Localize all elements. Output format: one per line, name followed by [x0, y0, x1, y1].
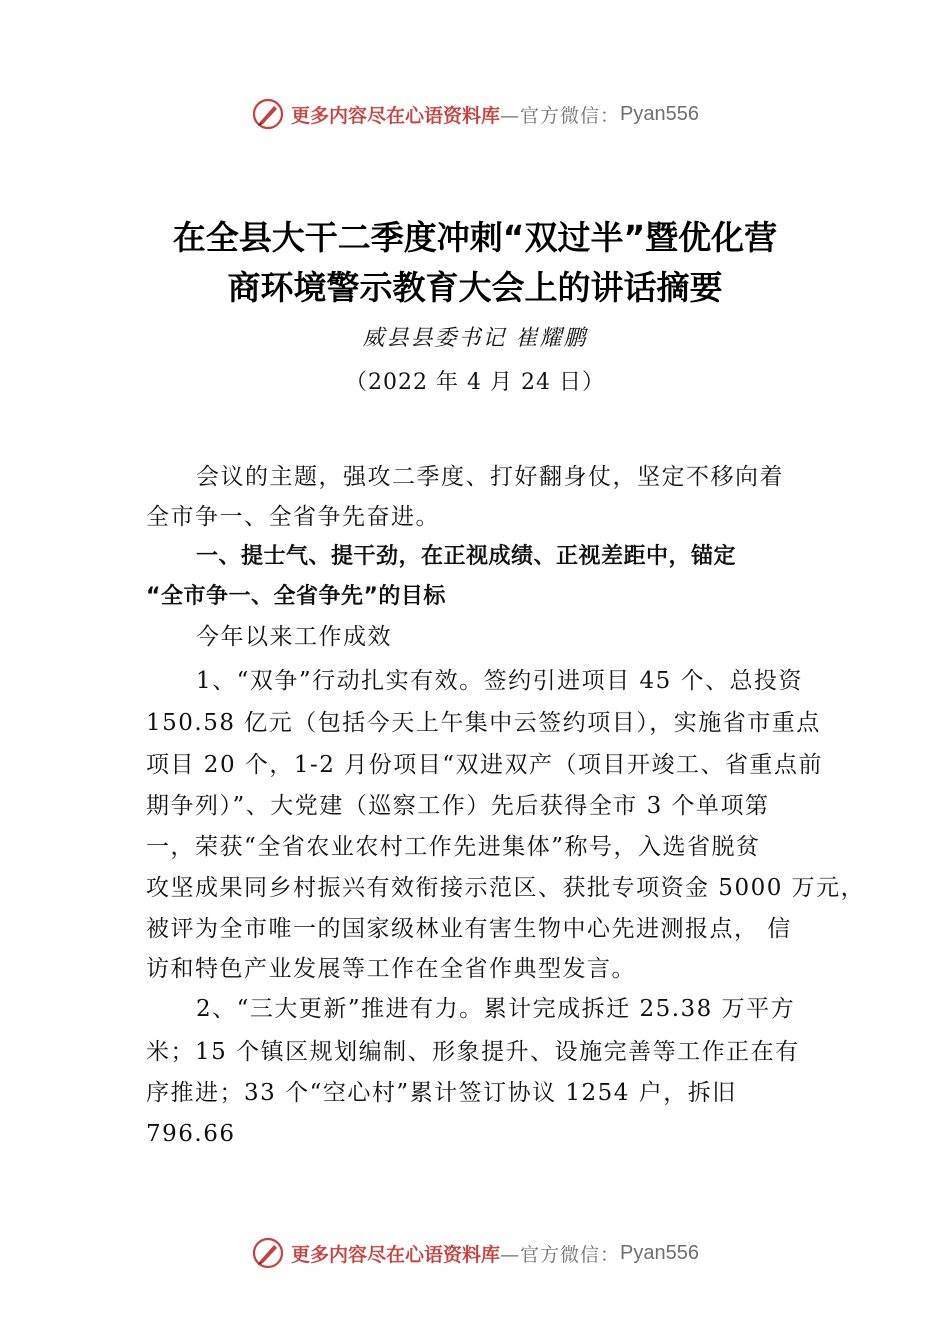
banner-red-text: 更多内容尽在心语资料库 [291, 1243, 501, 1266]
banner-wechat-code: Pyan556 [620, 102, 699, 125]
body-line: 被评为全市唯一的国家级林业有害生物中心先进测报点， 信 [146, 916, 792, 942]
body-line: 米；15 个镇区规划编制、形象提升、设施完善等工作正在有 [146, 1039, 800, 1065]
body-line: 访和特色产业发展等工作在全省作典型发言。 [146, 956, 636, 982]
banner-wechat-code: Pyan556 [620, 1241, 699, 1264]
body-line: 会议的主题，强攻二季度、打好翻身仗，坚定不移向着 [196, 464, 784, 490]
body-line: 攻坚成果同乡村振兴有效衔接示范区、获批专项资金 5000 万元， [146, 875, 866, 901]
body-line: 全市争一、全省争先奋进。 [146, 504, 440, 530]
section-heading-line: 一、提士气、提干劲，在正视成绩、正视差距中，锚定 [196, 544, 737, 569]
body-line: 序推进；33 个“空心村”累计签订协议 1254 户，拆旧 [146, 1080, 737, 1106]
document-title-line-1: 在全县大干二季度冲刺“双过半”暨优化营 [172, 218, 778, 257]
document-date: （2022 年 4 月 24 日） [345, 370, 605, 395]
body-line: 2、“三大更新”推进有力。累计完成拆迁 25.38 万平方 [196, 996, 796, 1022]
banner-red-text: 更多内容尽在心语资料库 [291, 104, 501, 127]
body-line: 项目 20 个，1-2 月份项目“双进双产（项目开竣工、省重点前 [146, 752, 823, 778]
pen-logo-icon [251, 97, 285, 131]
header-banner [0, 94, 950, 134]
body-line: 150.58 亿元（包括今天上午集中云签约项目），实施省市重点 [146, 710, 821, 736]
banner-gray-text: —官方微信： [500, 104, 621, 127]
subheading-line: 今年以来工作成效 [196, 624, 392, 650]
body-line: 期争列）”、大党建（巡察工作）先后获得全市 3 个单项第 [146, 793, 770, 819]
body-line: 796.66 [146, 1121, 236, 1147]
document-byline: 威县县委书记 崔耀鹏 [362, 326, 588, 351]
body-line: 1、“双争”行动扎实有效。签约引进项目 45 个、总投资 [196, 668, 804, 694]
document-title-line-2: 商环境警示教育大会上的讲话摘要 [227, 268, 723, 307]
pen-logo-icon [251, 1236, 285, 1270]
body-line: 一，荣获“全省农业农村工作先进集体”称号，入选省脱贫 [146, 834, 761, 860]
section-heading-line: “全市争一、全省争先”的目标 [146, 584, 446, 609]
banner-gray-text: —官方微信： [500, 1243, 621, 1266]
footer-banner [0, 1233, 950, 1273]
